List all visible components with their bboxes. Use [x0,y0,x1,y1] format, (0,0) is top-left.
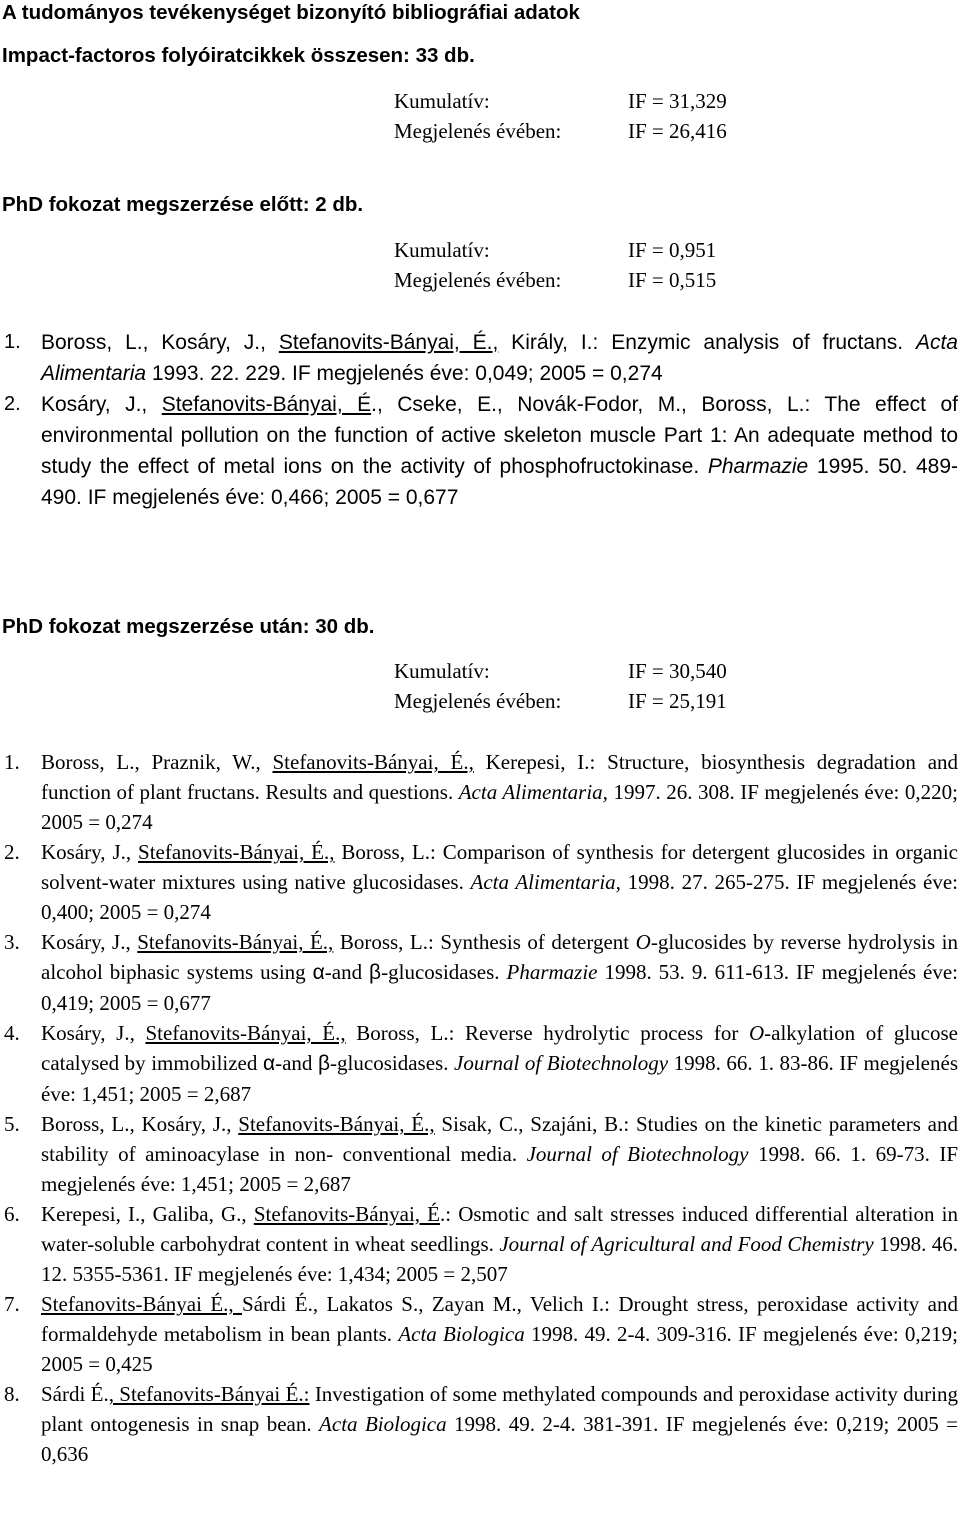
beta-symbol: β [369,961,382,984]
entry-authors: Kosáry, J., [41,393,162,416]
impact-total-heading: Impact-factoros folyóiratcikkek összesen: 33 db. [2,44,475,67]
entry-authors: Boross, L., Praznik, W., [41,750,273,774]
entry-title: Boross, L.: Comparison of synthesis for detergent glucosides in organic solvent-water mixtures using native glucosidases. [41,840,959,894]
entry-number: 3. [4,930,20,954]
entry-authors: Kosáry, J., [41,1021,146,1045]
entry-title: -alkylation of glucose catalysed by immobilized [41,1021,958,1075]
year-label: Megjelenés évében: [394,119,562,143]
entry-number: 1. [4,331,21,353]
publication-entry [0,1289,958,1379]
entry-title: Sárdi É., Lakatos S., Zayan M., Velich I.: Drought stress, peroxidase activity and formaldehyde metabolism in bean plants. [41,1292,958,1346]
publication-entry [0,1018,958,1109]
entry-details: 1993. 22. 229. IF megjelenés éve: 0,049; 2005 = 0,274 [146,362,663,385]
after-phd-heading: PhD fokozat megszerzése után: 30 db. [2,615,375,638]
entry-details: 1998. 49. 2-4. 381-391. IF megjelenés éve: 0,219; 2005 = 0,636 [41,1412,958,1466]
entry-underlined-author: Stefanovits-Bányai, É., [238,1112,435,1136]
entry-authors: Kosáry, J., [41,840,139,864]
after-cumulative-row [394,656,727,686]
publication-entry [0,747,958,837]
entry-title: Boross, L.: Synthesis of detergent [333,930,636,954]
cumulative-value: IF = 0,951 [628,238,717,262]
entry-title-italic: O [748,1021,765,1045]
entry-underlined-author: Stefanovits-Bányai, É [161,393,372,416]
entry-underlined-author: Stefanovits-Bányai, É., [138,840,335,864]
entry-details: 1998. 66. 1. 83-86. IF megjelenés éve: 1,451; 2005 = 2,687 [41,1051,958,1106]
entry-title: Király, I.: Enzymic analysis of fructans. [498,331,916,354]
entry-number: 2. [4,393,21,415]
entry-journal: Acta Alimentaria, [458,780,608,804]
cumulative-value: IF = 31,329 [628,89,727,113]
publication-entry [0,1109,958,1199]
entry-journal: Acta Alimentaria [41,331,958,385]
publication-entry [0,389,958,513]
entry-title: Kerepesi, I.: Structure, biosynthesis degradation and function of plant fructans. Results and questions. [41,750,959,804]
before-year-row [394,265,716,295]
entry-number: 7. [4,1292,20,1316]
after-year-row [394,686,727,716]
entry-title-italic: O [635,930,651,954]
cumulative-label: Kumulatív: [394,89,490,113]
entry-journal: Pharmazie [506,960,598,984]
entry-title: Boross, L.: Reverse hydrolytic process for [345,1021,749,1045]
entry-details: 1998. 66. 1. 69-73. IF megjelenés éve: 1,451; 2005 = 2,687 [41,1142,958,1196]
year-value: IF = 25,191 [628,689,727,713]
entry-number: 6. [4,1202,20,1226]
alpha-symbol: α [262,1052,276,1075]
entry-details: 1995. 50. 489-490. IF megjelenés éve: 0,466; 2005 = 0,677 [41,455,958,509]
entry-underlined-author: Stefanovits-Bányai, É., [145,1021,346,1045]
entry-authors: Boross, L., Kosáry, J., [41,1112,239,1136]
publication-entry [0,837,958,927]
year-value: IF = 0,515 [628,268,717,292]
entry-title: -and [275,1051,318,1075]
entry-details: 1998. 49. 2-4. 309-316. IF megjelenés éve: 0,219; 2005 = 0,425 [41,1322,958,1376]
entry-number: 5. [4,1112,20,1136]
entry-journal: Journal of Agricultural and Food Chemistry [499,1232,874,1256]
before-phd-heading: PhD fokozat megszerzése előtt: 2 db. [2,193,364,216]
entry-number: 1. [4,750,20,774]
entry-underlined-author: Stefanovits-Bányai, É., [278,331,499,354]
before-phd-publication-list [0,327,958,513]
entry-authors: Boross, L., Kosáry, J., [41,331,279,354]
alpha-symbol: α [312,961,325,984]
entry-title: -glucosides by reverse hydrolysis in alcohol biphasic systems using [41,930,958,984]
before-cumulative-row [394,235,716,265]
entry-underlined-author: Stefanovits-Bányai, É [253,1202,440,1226]
cumulative-label: Kumulatív: [394,238,490,262]
beta-symbol: β [317,1052,331,1075]
entry-journal: Pharmazie [707,455,809,478]
entry-title: Investigation of some methylated compounds and peroxidase activity during plant ontogenesis in snap bean. [41,1382,959,1436]
after-phd-publication-list [0,747,958,1469]
publication-entry [0,327,958,389]
entry-underlined-author: Stefanovits-Bányai, É., [137,930,334,954]
year-label: Megjelenés évében: [394,268,562,292]
entry-journal: Acta Biologica [319,1412,447,1436]
entry-title: Sisak, C., Szajáni, B.: Studies on the kinetic parameters and stability of aminoacylase in non- conventional media. [41,1112,959,1166]
entry-number: 2. [4,840,20,864]
entry-authors: Kosáry, J., [41,930,138,954]
entry-details: 1998. 46. 12. 5355-5361. IF megjelenés éve: 1,434; 2005 = 2,507 [41,1232,958,1286]
entry-details: 1997. 26. 308. IF megjelenés éve: 0,220; 2005 = 0,274 [41,780,958,834]
document-title: A tudományos tevékenységet bizonyító bibliográfiai adatok [2,1,580,24]
publication-entry [0,1379,958,1469]
year-value: IF = 26,416 [628,119,727,143]
entry-authors: Kerepesi, I., Galiba, G., [41,1202,254,1226]
entry-journal: Journal of Biotechnology [454,1051,669,1075]
entry-title: ., Cseke, E., Novák-Fodor, M., Boross, L.: The effect of environmental pollution on the function of active skeleton muscle Part 1: An adequate method to study the effect of metal ions on the activity of phosphofructokinase. [41,393,958,478]
entry-journal: Acta Alimentaria, [470,870,621,894]
total-cumulative-row [394,86,727,116]
entry-number: 4. [4,1021,20,1045]
entry-underlined-author: Stefanovits-Bányai É., [41,1292,243,1316]
entry-authors: Sárdi É. [41,1382,109,1406]
publication-entry [0,927,958,1018]
entry-title: .: Osmotic and salt stresses induced differential alteration in water-soluble carbohydrat content in wheat seedlings. [41,1202,958,1256]
entry-underlined-author: , Stefanovits-Bányai É.: [108,1382,310,1406]
cumulative-label: Kumulatív: [394,659,490,683]
entry-journal: Journal of Biotechnology [526,1142,749,1166]
entry-number: 8. [4,1382,20,1406]
cumulative-value: IF = 30,540 [628,659,727,683]
entry-title: -glucosidases. [381,960,507,984]
entry-journal: Acta Biologica [398,1322,525,1346]
year-label: Megjelenés évében: [394,689,562,713]
entry-details: 1998. 27. 265-275. IF megjelenés éve: 0,400; 2005 = 0,274 [41,870,958,924]
entry-underlined-author: Stefanovits-Bányai, É., [272,750,474,774]
entry-title: -and [324,960,370,984]
publication-entry [0,1199,958,1289]
entry-title: -glucosidases. [330,1051,454,1075]
total-year-row [394,116,727,146]
entry-details: 1998. 53. 9. 611-613. IF megjelenés éve: 0,419; 2005 = 0,677 [41,960,958,1015]
